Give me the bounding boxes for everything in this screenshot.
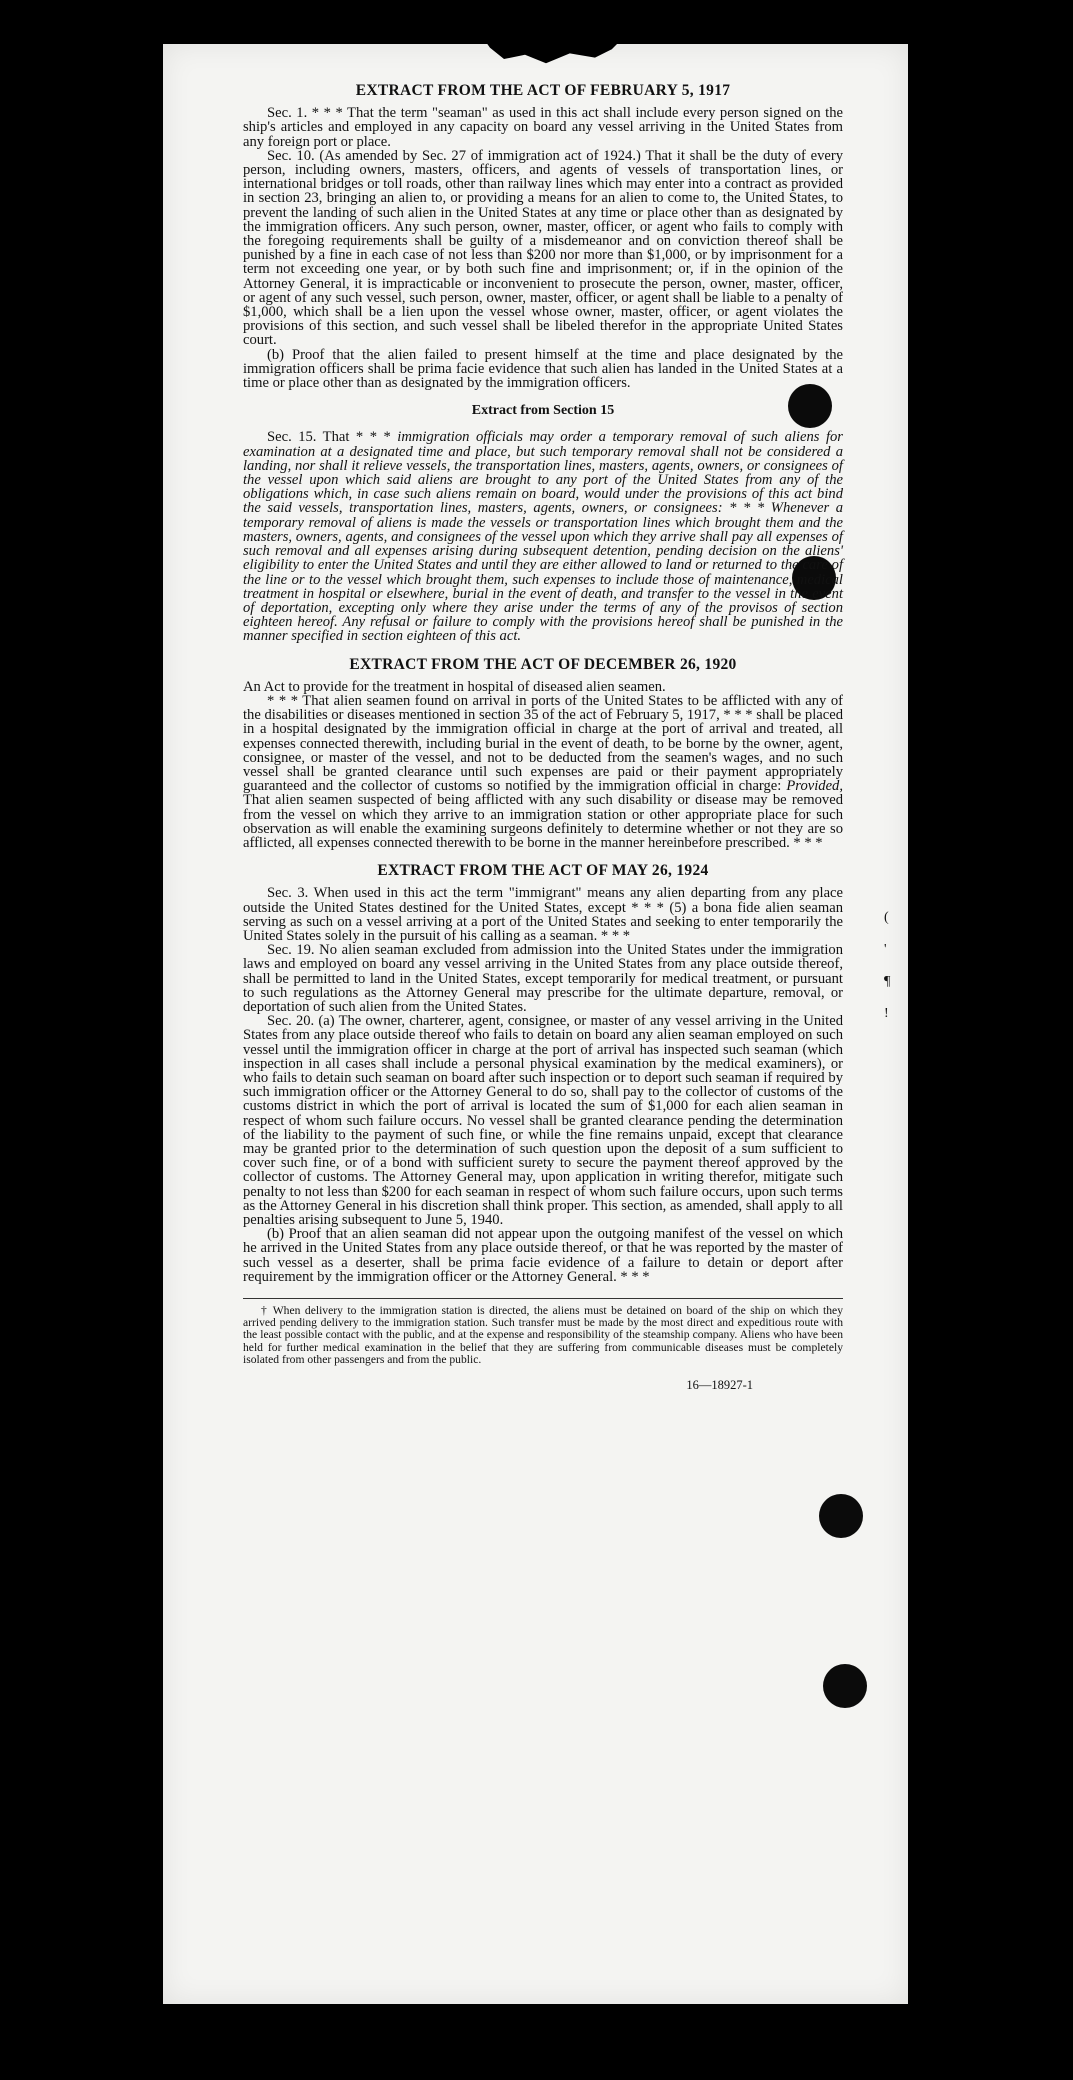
form-number: 16—18927-1 xyxy=(686,1378,753,1393)
paragraph-sec-10: Sec. 10. (As amended by Sec. 27 of immigration act of 1924.) That it shall be the duty of every person, including owners, masters, officers, and agents of vessels of transportation lines, or international bridges or toll roads, other than railway lines which may enter into a contract as provided in section 23, bringing an alien to, or providing a means for an alien to come to, the United States, to prevent the landing of such alien in the United States at any time or place other than as designated by the immigration officers. Any such person, owner, master, officer, or agent who fails to comply with the foregoing requirements shall be guilty of a misdemeanor and on conviction thereof shall be punished by a fine in each case of not less than $200 nor more than $1,000, or by imprisonment for a term not exceeding one year, or by both such fine and imprisonment; or, if in the opinion of the Attorney General, it is impracticable or inconvenient to prosecute the person, owner, master, officer, or agent of any such vessel, such person, owner, master, officer, or agent shall be liable to a penalty of $1,000, which shall be a lien upon the vessel whose owner, master, officer, or agent violates the provisions of this section, and such vessel shall be libeled therefor in the appropriate United States court. xyxy=(243,147,843,349)
footnote xyxy=(243,1298,843,1366)
paragraph-act-title: An Act to provide for the treatment in hospital of diseased alien seamen. xyxy=(243,678,666,695)
paragraph-sec-3: Sec. 3. When used in this act the term "immigrant" means any alien departing from any place outside the United States destined for the United States, except * * * (5) a bona fide alien seaman serving as such on a vessel arriving at a port of the United States and seeking to enter temporarily the United States solely in the pursuit of his calling as a seaman. * * * xyxy=(243,885,843,944)
paragraph-seamen-hospital xyxy=(243,694,843,850)
heading-act-1920: EXTRACT FROM THE ACT OF DECEMBER 26, 1920 xyxy=(349,655,737,673)
margin-marks xyxy=(884,902,894,1030)
heading-act-1924: EXTRACT FROM THE ACT OF MAY 26, 1924 xyxy=(377,862,709,880)
heading-act-1917: EXTRACT FROM THE ACT OF FEBRUARY 5, 1917 xyxy=(355,82,731,99)
margin-mark: ( xyxy=(884,910,889,925)
document-body xyxy=(243,84,843,1392)
provided-italic: Provided, xyxy=(786,778,843,795)
punch-hole xyxy=(823,1664,867,1708)
paragraph-sec-1: Sec. 1. * * * That the term "seaman" as used in this act shall include every person signed on the ship's articles and employed in any capacity on board any vessel arriving in the United States from any foreign port or place. xyxy=(243,105,843,150)
paragraph-sec-20a: Sec. 20. (a) The owner, charterer, agent, consignee, or master of any vessel arriving in the United States from any place outside thereof who fails to detain on board any alien seaman employed on such vessel until the immigration officer in charge at the port of arrival has inspected such seaman (which inspection in all cases shall include a personal physical examination by the medical examiners), or who fails to detain such seaman on board after such inspection or to deport such seaman if required by such immigration officer or the Attorney General to do so, shall pay to the collector of customs of the customs district in which the port of arrival is located the sum of $1,000 for each alien seaman in respect of whom such failure occurs. No vessel shall be granted clearance pending the determination of the liability to the payment of such fine, or while the fine remains unpaid, except that clearance may be granted prior to the determination of such question upon the deposit of a sum sufficient to cover such fine, or of a bond with sufficient surety to secure the payment thereof approved by the collector of customs. The Attorney General may, upon application in writing therefor, mitigate such penalty to not less than $200 for each seaman in respect of whom such failure occurs, upon such terms as the Attorney General in his discretion shall think proper. This section, as amended, shall apply to all penalties arising subsequent to June 5, 1940. xyxy=(243,1013,843,1229)
margin-mark: ! xyxy=(884,1006,889,1021)
margin-mark: ' xyxy=(884,942,887,957)
paragraph-sec-19: Sec. 19. No alien seaman excluded from admission into the United States under the immigration laws and employed on board any vessel arriving in the United States from any place outside thereof, shall be permitted to land in the United States, except temporarily for medical treatment, or pursuant to such regulations as the Attorney General may prescribe for the ultimate departure, removal, or deportation of such alien from the United States. xyxy=(243,942,843,1015)
paragraph-sec-15 xyxy=(243,430,843,643)
paragraph-sec-20b: (b) Proof that an alien seaman did not appear upon the outgoing manifest of the vessel on which he arrived in the United States from any place outside thereof, or that he was reported by the master of such vessel as a deserter, shall be prima facie evidence of a failure to detain or deport after requirement by the immigration officer or the Attorney General. * * * xyxy=(243,1226,843,1285)
sec-15-lead: Sec. 15. That * * * xyxy=(267,429,398,446)
sec-15-italic: immigration officials may order a temporary removal of such aliens for examination at a designated time and place, but such temporary removal shall not be considered a landing, nor shall it relieve vessels, the transportation lines, masters, agents, owners, or consignees of the vessel upon which said aliens are brought to any port of the United States from any of the obligations which, in case such aliens remain on board, would under the provisions of this act bind the said vessels, transportation lines, masters, agents, owners, or consignees: * * * Whenever a temporary removal of aliens is made the vessels or transportation lines which brought them and the masters, owners, agents, and consignees of the vessel upon which they arrive shall pay all expenses of such removal and all expenses arising during subsequent detention, pending decision on the aliens' eligibility to enter the United States and until they are either allowed to land or returned to the care of the line or to the vessel which brought them, such expenses to include those of maintenance, medical treatment in hospital or elsewhere, burial in the event of death, and transfer to the vessel in the event of deportation, excepting only where they arise under the terms of any of the provisos of section eighteen hereof. Any refusal or failure to comply with the provisions hereof shall be punished in the manner specified in section eighteen of this act. xyxy=(243,429,843,645)
margin-mark: ¶ xyxy=(884,974,891,989)
paragraph-proof-b: (b) Proof that the alien failed to present himself at the time and place designated by the immigration officers shall be prima facie evidence that such alien has landed in the United States at a time or place other than as designated by the immigration officers. xyxy=(243,346,843,392)
hospital-text-b: That alien seamen suspected of being afflicted with any such disability or disease may be removed from the vessel on which they arrive to an immigration station or other appropriate place for such observation as will enable the examining surgeons definitely to determine whether or not they are so afflicted, all expenses connected therewith to be borne in the manner hereinbefore prescribed. * * * xyxy=(243,792,843,851)
torn-edge xyxy=(483,38,623,66)
heading-section-15: Extract from Section 15 xyxy=(471,403,615,419)
hospital-text-a: * * * That alien seamen found on arrival in ports of the United States to be afflicted with any of the disabilities or diseases mentioned in section 35 of the act of February 5, 1917, * * * shall be placed in a hospital designated by the immigration official in charge at the port of arrival and treated, all expenses connected therewith, including burial in the event of death, to be borne by the owner, agent, consignee, or master of the vessel, and not to be deducted from the seamen's wages, and no such vessel shall be granted clearance until such expenses are paid or their payment appropriately guaranteed and the collector of customs so notified by the immigration official in charge: xyxy=(243,692,843,795)
footnote-text: † When delivery to the immigration station is directed, the aliens must be detained on board of the ship on which they arrived pending delivery to the immigration station. Such transfer must be made by the most direct and expeditious route with the least possible contact with the public, and at the expense and responsibility of the steamship company. Aliens who have been held for further medical examination in the belief that they are suffering from communicable diseases must be completely isolated from other passengers and from the public. xyxy=(243,1304,843,1366)
document-page xyxy=(163,44,908,2004)
punch-hole xyxy=(819,1494,863,1538)
